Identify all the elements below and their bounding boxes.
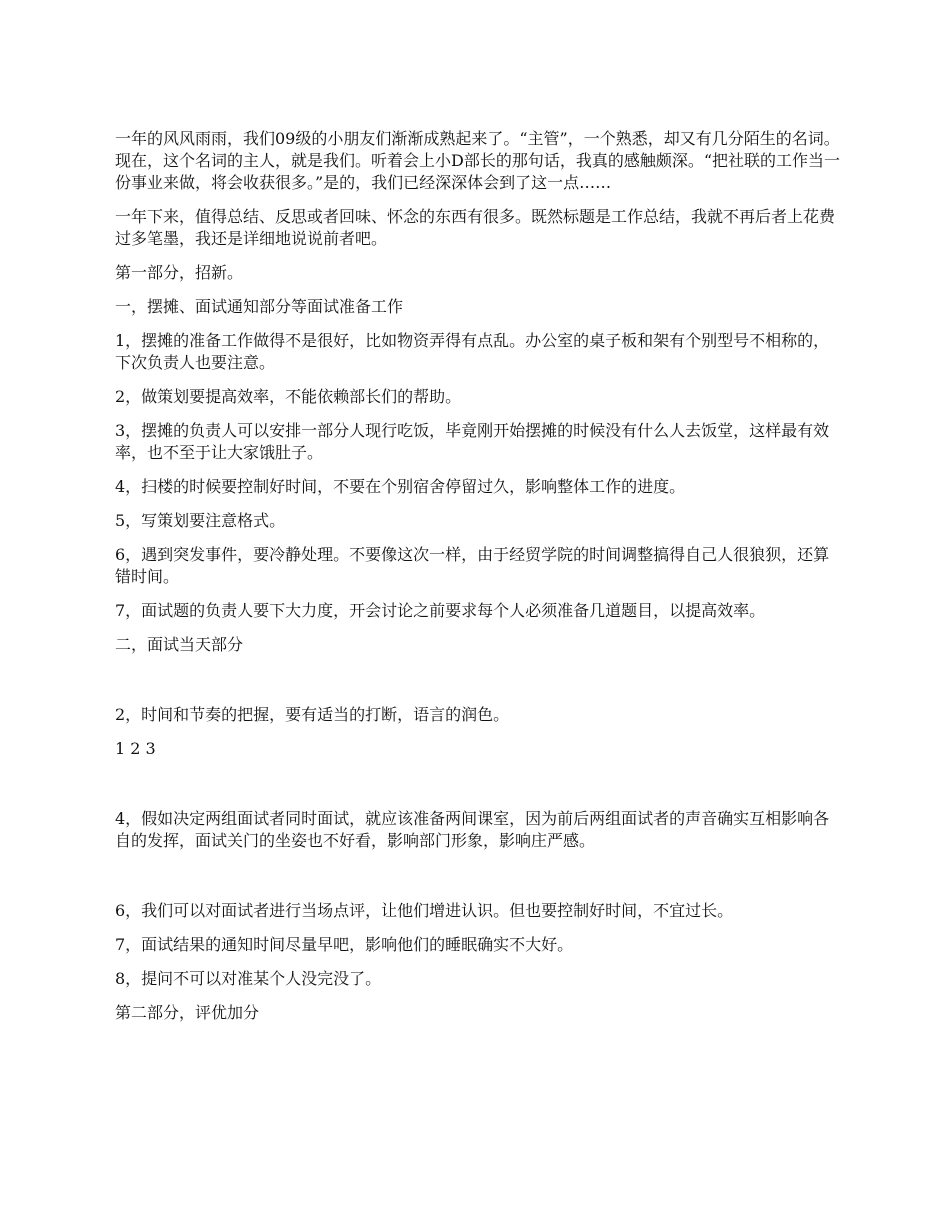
interview-item-4: 4，假如决定两组面试者同时面试，就应该准备两间课室，因为前后两组面试者的声音确实互相影响各自的发挥，面试关门的坐姿也不好看，影响部门形象，影响庄严感。 — [115, 809, 830, 850]
blank-gap — [115, 668, 845, 704]
list-item-2: 2，做策划要提高效率，不能依赖部长们的帮助。 — [115, 387, 462, 406]
list-item-4: 4，扫楼的时候要控制好时间，不要在个别宿舍停留过久，影响整体工作的进度。 — [115, 477, 686, 496]
list-item-1: 1，摆摊的准备工作做得不是很好，比如物资弄得有点乱。办公室的桌子板和架有个别型号不相称的，下次负责人也要注意。 — [115, 331, 830, 372]
list-item-6: 6，遇到突发事件，要冷静处理。不要像这次一样，由于经贸学院的时间调整搞得自己人很狼狈，还算错时间。 — [115, 545, 830, 586]
numbering-fragment: 1 2 3 — [115, 739, 156, 758]
intro-paragraph: 一年的风风雨雨，我们09级的小朋友们渐渐成熟起来了。“主管”，一个熟悉，却又有几分陌生的名词。现在，这个名词的主人，就是我们。听着会上小D部长的那句话，我真的感触颇深。“把社联的工作当一份事业来做，将会收获很多。”是的，我们已经深深体会到了这一点…… — [115, 129, 841, 192]
interview-item-2: 2，时间和节奏的把握，要有适当的打断，语言的润色。 — [115, 705, 510, 724]
interview-item-8: 8，提问不可以对准某个人没完没了。 — [115, 969, 382, 988]
blank-gap — [115, 772, 845, 808]
interview-item-7: 7，面试结果的通知时间尽量早吧，影响他们的睡眠确实不大好。 — [115, 935, 574, 954]
blank-gap — [115, 864, 845, 900]
subsection-heading-preparation: 一，摆摊、面试通知部分等面试准备工作 — [115, 297, 404, 316]
document-body — [115, 128, 845, 1036]
section-heading-part-two: 第二部分，评优加分 — [115, 1003, 260, 1022]
list-item-5: 5，写策划要注意格式。 — [115, 511, 286, 530]
summary-paragraph: 一年下来，值得总结、反思或者回味、怀念的东西有很多。既然标题是工作总结，我就不再后者上花费过多笔墨，我还是详细地说说前者吧。 — [115, 207, 836, 248]
section-heading-part-one: 第一部分，招新。 — [115, 263, 244, 282]
list-item-7: 7，面试题的负责人要下大力度，开会讨论之前要求每个人必须准备几道题目，以提高效率。 — [115, 601, 766, 620]
list-item-3: 3，摆摊的负责人可以安排一部分人现行吃饭，毕竟刚开始摆摊的时候没有什么人去饭堂，这样最有效率，也不至于让大家饿肚子。 — [115, 421, 830, 462]
interview-item-6: 6，我们可以对面试者进行当场点评，让他们增进认识。但也要控制好时间，不宜过长。 — [115, 901, 734, 920]
subsection-heading-interview-day: 二，面试当天部分 — [115, 635, 244, 654]
